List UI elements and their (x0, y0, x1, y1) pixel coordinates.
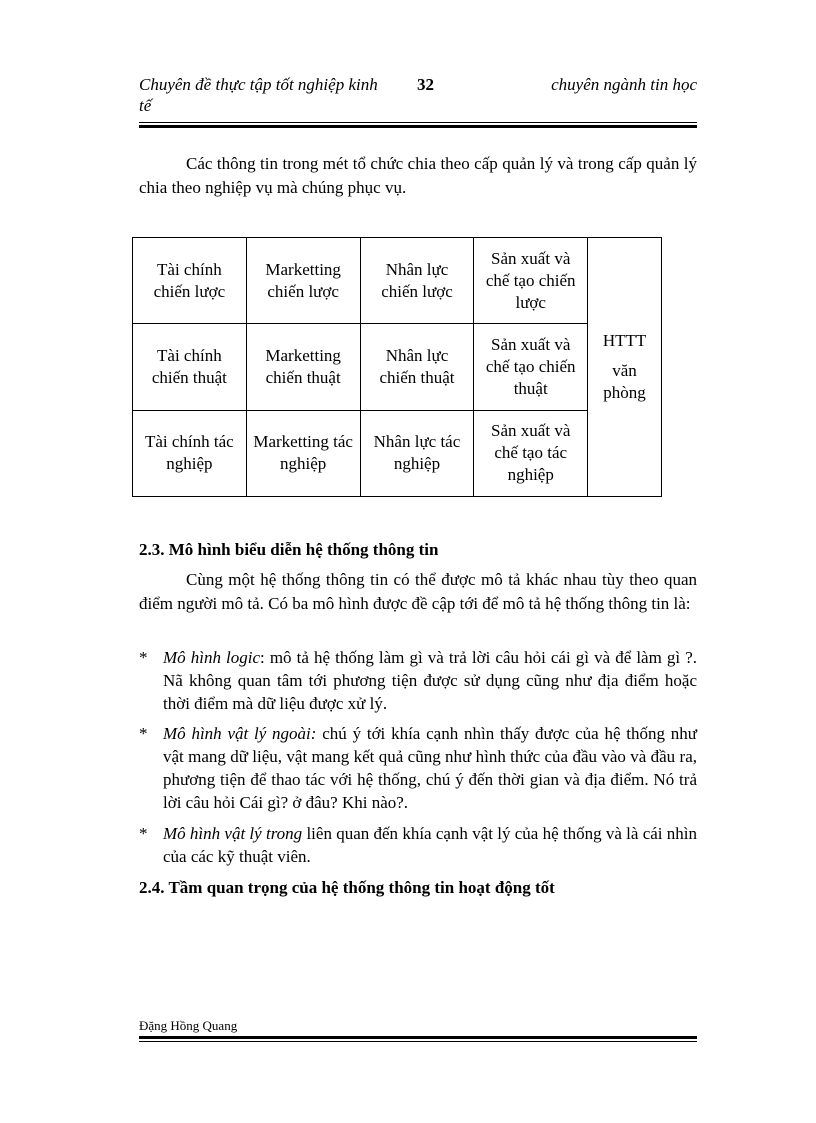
bullet-text: liên quan đến khía cạnh vật lý của hệ thống và là cái nhìn của các kỹ thuật viên. (163, 824, 697, 866)
table-cell: Nhân lực tác nghiệp (360, 410, 474, 496)
section-2-4-heading: 2.4. Tầm quan trọng của hệ thống thông tin hoạt động tốt (139, 878, 555, 897)
footer-author: Đặng Hồng Quang (139, 1018, 238, 1033)
list-item (139, 822, 697, 868)
intro-paragraph: Các thông tin trong mét tổ chức chia theo cấp quản lý và trong cấp quản lý chia theo nghiệp vụ mà chúng phục vụ. (139, 154, 697, 197)
header-left-title: Chuyên đề thực tập tốt nghiệp kinh tế (139, 75, 378, 115)
table-row (133, 324, 662, 410)
bullet-marker: * (139, 648, 148, 667)
table-cell: Sản xuất và chế tạo chiến thuật (474, 324, 588, 410)
bullet-marker: * (139, 724, 148, 743)
office-system-cell (588, 238, 662, 497)
table-cell: Marketting chiến lược (246, 238, 360, 324)
table-cell: Tài chính chiến lược (133, 238, 247, 324)
bullet-term: Mô hình logic (163, 648, 261, 667)
table-cell: Tài chính tác nghiệp (133, 410, 247, 496)
page-number: 32 (417, 75, 434, 94)
office-system-label-line2: văn phòng (603, 361, 646, 402)
info-systems-table (132, 237, 662, 497)
list-item (139, 722, 697, 814)
section-2-3-intro: Cùng một hệ thống thông tin có thể được mô tả khác nhau tùy theo quan điểm người mô tả. Có ba mô hình được đề cập tới để mô tả hệ thống thông tin là: (139, 570, 697, 613)
table-cell: Nhân lực chiến lược (360, 238, 474, 324)
bullet-term: Mô hình vật lý ngoài: (163, 724, 317, 743)
table-cell: Sản xuất và chế tạo chiến lược (474, 238, 588, 324)
table-cell: Sản xuất và chế tạo tác nghiệp (474, 410, 588, 496)
table-row (133, 238, 662, 324)
list-item (139, 646, 697, 715)
header-right-title: chuyên ngành tin học (551, 75, 697, 94)
page-header (139, 74, 697, 118)
office-system-label-line1: HTTT (602, 331, 647, 350)
section-2-3-heading: 2.3. Mô hình biểu diễn hệ thống thông tin (139, 540, 439, 559)
bullet-term: Mô hình vật lý trong (163, 824, 303, 843)
table-cell: Marketting tác nghiệp (246, 410, 360, 496)
table-row (133, 410, 662, 496)
header-rule-thick (139, 125, 697, 128)
footer-rule-thick (139, 1036, 697, 1039)
table-cell: Nhân lực chiến thuật (360, 324, 474, 410)
table-cell: Tài chính chiến thuật (133, 324, 247, 410)
header-rule-thin (139, 122, 697, 123)
footer-rule-thin (139, 1041, 697, 1042)
bullet-marker: * (139, 824, 148, 843)
bullet-text: chú ý tới khía cạnh nhìn thấy được của hệ thống như vật mang dữ liệu, vật mang kết quả cũng như hình thức của đầu vào và đầu ra, phương tiện để thao tác với hệ thống, chú ý đến thời gian và địa điểm. Nó trả lời câu hỏi Cái gì? ở đâu? Khi nào?. (163, 724, 698, 812)
bullet-text: : mô tả hệ thống làm gì và trả lời câu hỏi cái gì và để làm gì ?. Nã không quan tâm tới phương tiện được sử dụng cũng như địa điểm hoặc thời điểm mà dữ liệu được xử lý. (163, 648, 697, 713)
table-cell: Marketting chiến thuật (246, 324, 360, 410)
